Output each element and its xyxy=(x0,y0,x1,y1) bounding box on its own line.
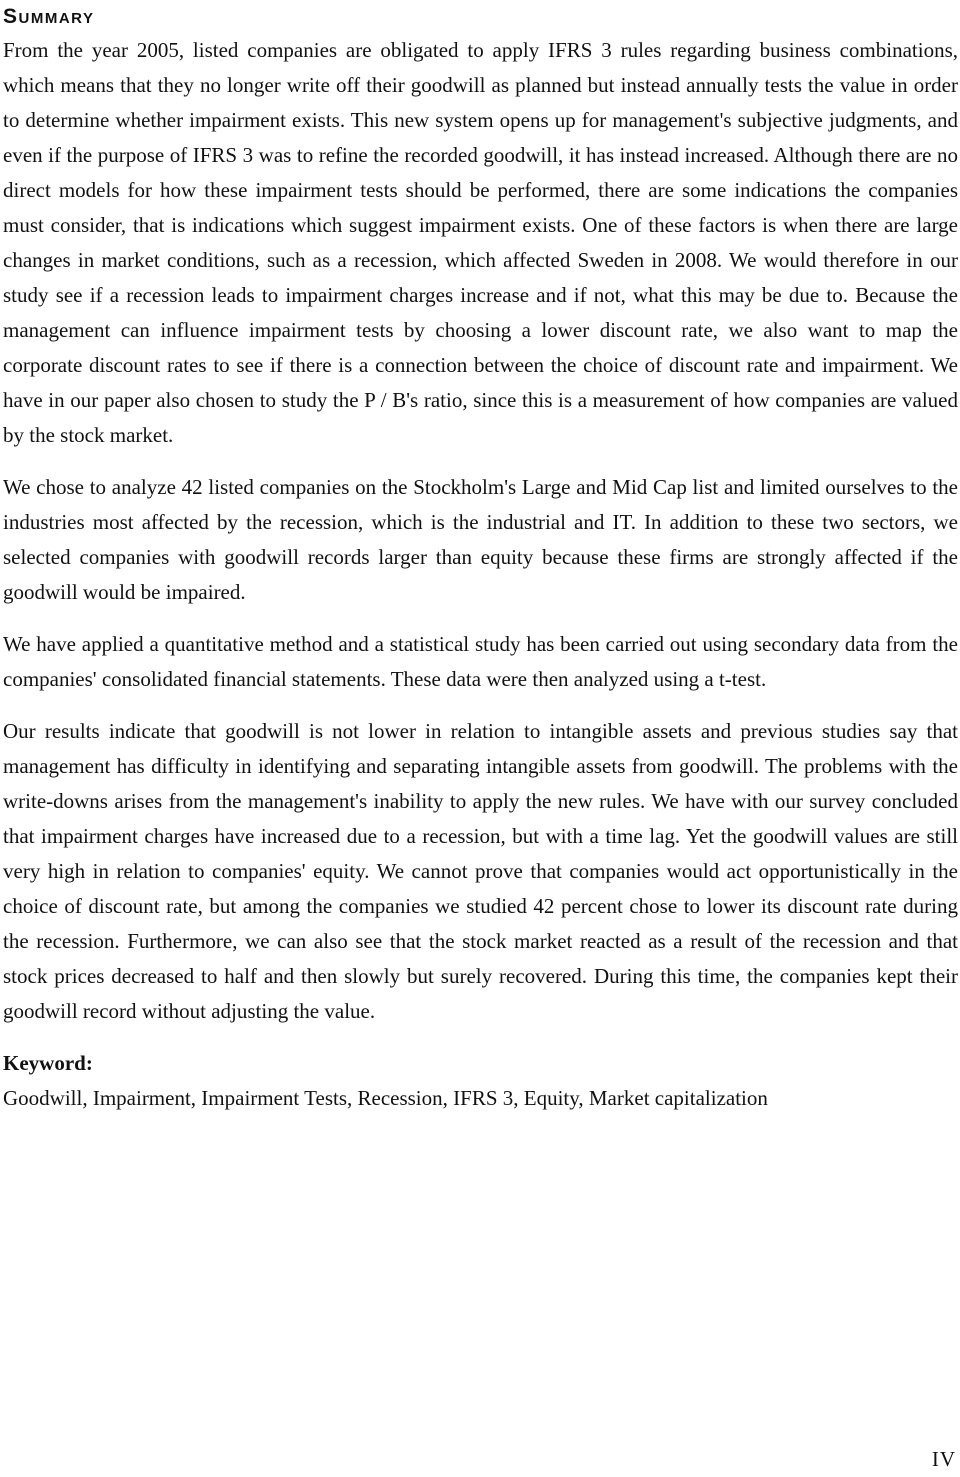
paragraph-sample: We chose to analyze 42 listed companies on the Stockholm's Large and Mid Cap list and limited ourselves to the industries most affected by the recession, which is the industrial and IT. In addition to these two sectors, we selected companies with goodwill records larger than equity because these firms are strongly affected if the goodwill would be impaired. xyxy=(3,475,958,604)
paragraph-results: Our results indicate that goodwill is not lower in relation to intangible assets and previous studies say that management has difficulty in identifying and separating intangible assets from goodwill. The problems with the write-downs arises from the management's inability to apply the new rules. We have with our survey concluded that impairment charges have increased due to a recession, but with a time lag. Yet the goodwill values are still very high in relation to companies' equity. We cannot prove that companies would act opportunistically in the choice of discount rate, but among the companies we studied 42 percent chose to lower its discount rate during the recession. Furthermore, we can also see that the stock market reacted as a result of the recession and that stock prices decreased to half and then slowly but surely recovered. During this time, the companies kept their goodwill record without adjusting the value. xyxy=(3,719,958,1023)
paragraph-intro: From the year 2005, listed companies are obligated to apply IFRS 3 rules regarding business combinations, which means that they no longer write off their goodwill as planned but instead annually tests the value in order to determine whether impairment exists. This new system opens up for management's subjective judgments, and even if the purpose of IFRS 3 was to refine the recorded goodwill, it has instead increased. Although there are no direct models for how these impairment tests should be performed, there are some indications the companies must consider, that is indications which suggest impairment exists. One of these factors is when there are large changes in market conditions, such as a recession, which affected Sweden in 2008. We would therefore in our study see if a recession leads to impairment charges increase and if not, what this may be due to. Because the management can influence impairment tests by choosing a lower discount rate, we also want to map the corporate discount rates to see if there is a connection between the choice of discount rate and impairment. We have in our paper also chosen to study the P / B's ratio, since this is a measurement of how companies are valued by the stock market. xyxy=(3,38,958,447)
summary-body xyxy=(3,33,958,1029)
document-page xyxy=(3,0,958,1477)
keyword-label: Keyword: xyxy=(3,1051,93,1075)
page-number: IV xyxy=(931,1447,956,1471)
paragraph-method: We have applied a quantitative method and a statistical study has been carried out using secondary data from the companies' consolidated financial statements. These data were then analyzed using a t-test. xyxy=(3,632,958,691)
section-heading: Summary xyxy=(3,5,95,28)
keyword-list: Goodwill, Impairment, Impairment Tests, Recession, IFRS 3, Equity, Market capitalization xyxy=(3,1086,768,1110)
